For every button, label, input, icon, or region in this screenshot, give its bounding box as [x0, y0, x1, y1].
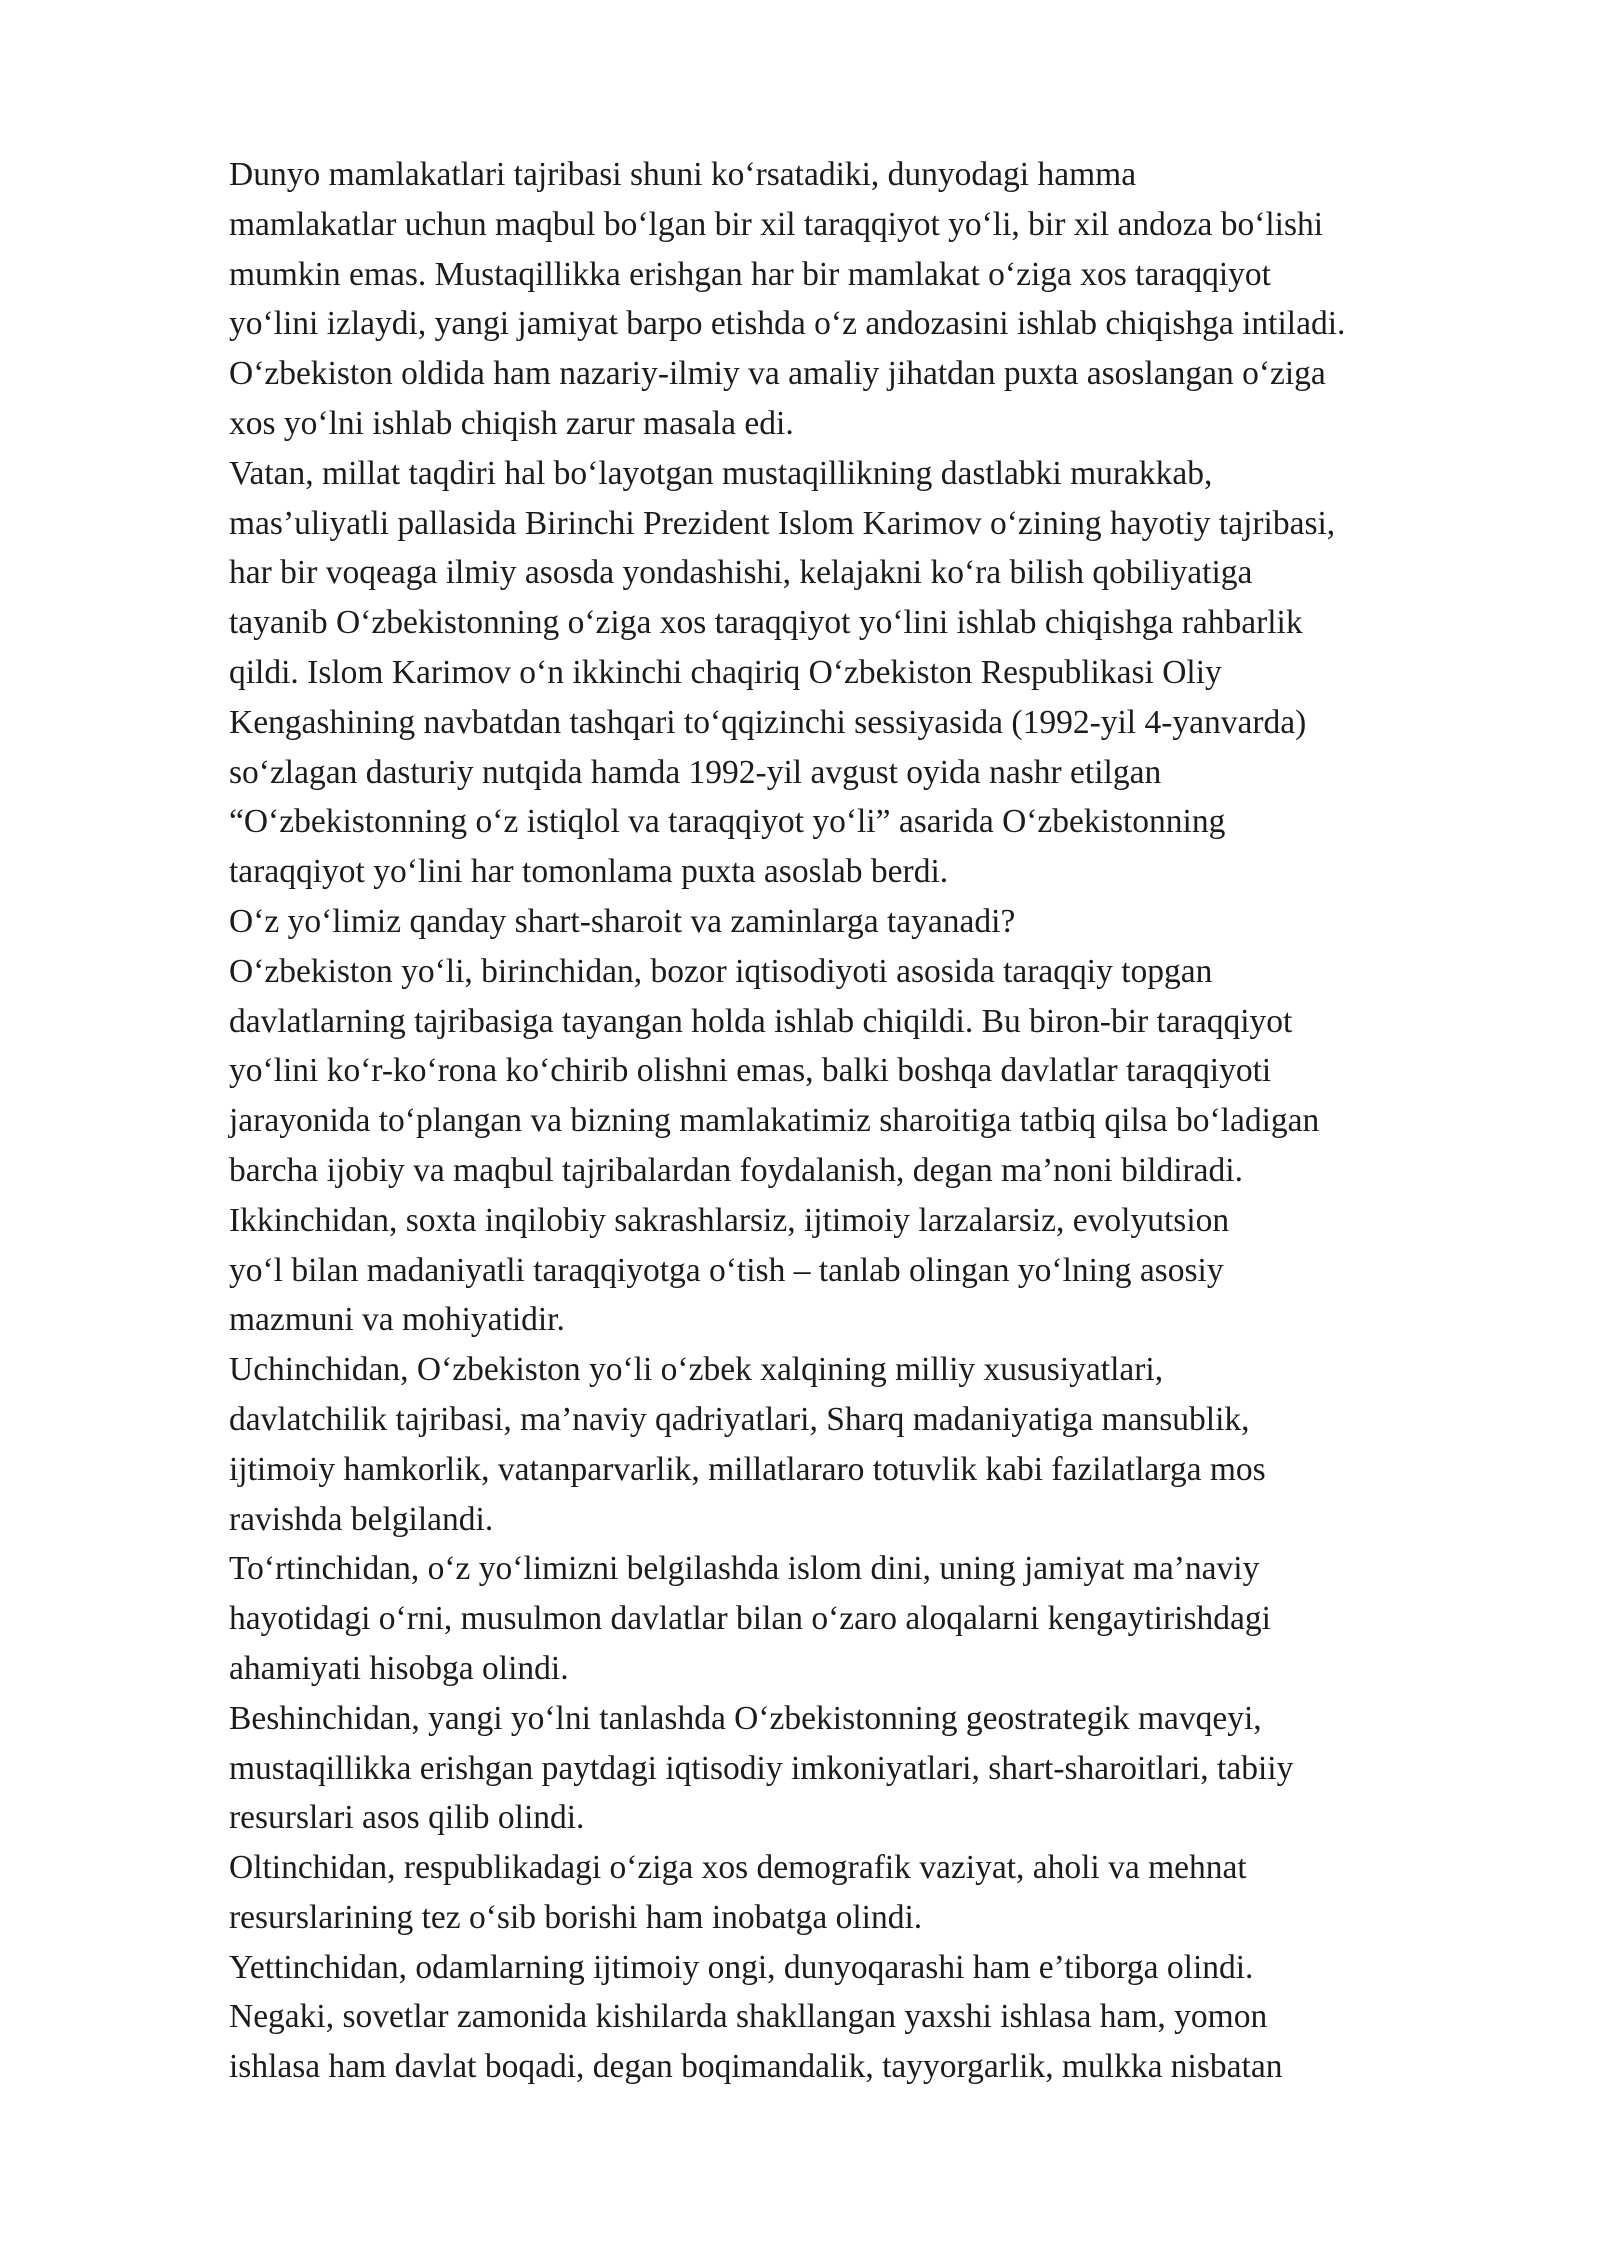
text-line: xos yo‘lni ishlab chiqish zarur masala edi.	[229, 404, 794, 442]
text-line: barcha ijobiy va maqbul tajribalardan foydalanish, degan ma’noni bildiradi.	[229, 1151, 1243, 1189]
text-line: ravishda belgilandi.	[229, 1500, 494, 1538]
body-text	[229, 150, 1529, 2092]
text-line: Ikkinchidan, soxta inqilobiy sakrashlarsiz, ijtimoiy larzalarsiz, evolyutsion	[229, 1201, 1230, 1239]
text-line: Uchinchidan, O‘zbekiston yo‘li o‘zbek xalqining milliy xususiyatlari,	[229, 1351, 1164, 1389]
text-line: davlatchilik tajribasi, ma’naviy qadriyatlari, Sharq madaniyatiga mansublik,	[229, 1400, 1250, 1438]
text-line: yo‘lini ko‘r-ko‘rona ko‘chirib olishni emas, balki boshqa davlatlar taraqqiyoti	[229, 1052, 1272, 1090]
text-line: ijtimoiy hamkorlik, vatanparvarlik, millatlararo totuvlik kabi fazilatlarga mos	[229, 1450, 1266, 1488]
text-line: taraqqiyot yo‘lini har tomonlama puxta asoslab berdi.	[229, 853, 949, 891]
text-line: resurslarining tez o‘sib borishi ham inobatga olindi.	[229, 1898, 923, 1936]
text-line: To‘rtinchidan, o‘z yo‘limizni belgilashda islom dini, uning jamiyat ma’naviy	[229, 1550, 1260, 1588]
text-line: so‘zlagan dasturiy nutqida hamda 1992-yil avgust oyida nashr etilgan	[229, 753, 1162, 791]
text-line: O‘z yo‘limiz qanday shart-sharoit va zaminlarga tayanadi?	[229, 902, 1016, 940]
text-line: “O‘zbekistonning o‘z istiqlol va taraqqiyot yo‘li” asarida O‘zbekistonning	[229, 803, 1226, 841]
text-line: Vatan, millat taqdiri hal bo‘layotgan mustaqillikning dastlabki murakkab,	[229, 454, 1213, 492]
text-line: mustaqillikka erishgan paytdagi iqtisodiy imkoniyatlari, shart-sharoitlari, tabiiy	[229, 1749, 1294, 1787]
text-line: mumkin emas. Mustaqillikka erishgan har bir mamlakat o‘ziga xos taraqqiyot	[229, 255, 1271, 293]
text-line: ahamiyati hisobga olindi.	[229, 1649, 569, 1687]
text-line: yo‘lini izlaydi, yangi jamiyat barpo etishda o‘z andozasini ishlab chiqishga intiladi.	[229, 305, 1346, 343]
text-line: mazmuni va mohiyatidir.	[229, 1301, 565, 1339]
text-line: yo‘l bilan madaniyatli taraqqiyotga o‘tish – tanlab olingan yo‘lning asosiy	[229, 1251, 1224, 1289]
text-line: O‘zbekiston yo‘li, birinchidan, bozor iqtisodiyoti asosida taraqqiy topgan	[229, 952, 1213, 990]
text-line: hayotidagi o‘rni, musulmon davlatlar bilan o‘zaro aloqalarni kengaytirishdagi	[229, 1600, 1271, 1638]
text-line: tayanib O‘zbekistonning o‘ziga xos taraqqiyot yo‘lini ishlab chiqishga rahbarlik	[229, 604, 1303, 642]
text-line: Oltinchidan, respublikadagi o‘ziga xos demografik vaziyat, aholi va mehnat	[229, 1849, 1247, 1887]
text-line: mamlakatlar uchun maqbul bo‘lgan bir xil taraqqiyot yo‘li, bir xil andoza bo‘lishi	[229, 205, 1324, 243]
text-line: jarayonida to‘plangan va bizning mamlakatimiz sharoitiga tatbiq qilsa bo‘ladigan	[229, 1102, 1320, 1140]
text-line: Kengashining navbatdan tashqari to‘qqizinchi sessiyasida (1992-yil 4-yanvarda)	[229, 703, 1307, 741]
text-line: Negaki, sovetlar zamonida kishilarda shakllangan yaxshi ishlasa ham, yomon	[229, 1998, 1268, 2036]
text-line: mas’uliyatli pallasida Birinchi Prezident Islom Karimov o‘zining hayotiy tajribasi,	[229, 504, 1336, 542]
text-line: har bir voqeaga ilmiy asosda yondashishi, kelajakni ko‘ra bilish qobiliyatiga	[229, 554, 1253, 592]
text-line: resurslari asos qilib olindi.	[229, 1799, 585, 1837]
text-line: ishlasa ham davlat boqadi, degan boqimandalik, tayyorgarlik, mulkka nisbatan	[229, 2048, 1283, 2086]
text-line: Dunyo mamlakatlari tajribasi shuni ko‘rsatadiki, dunyodagi hamma	[229, 156, 1137, 193]
text-line: qildi. Islom Karimov o‘n ikkinchi chaqiriq O‘zbekiston Respublikasi Oliy	[229, 653, 1222, 691]
text-line: Yettinchidan, odamlarning ijtimoiy ongi, dunyoqarashi ham e’tiborga olindi.	[229, 1948, 1254, 1986]
text-line: Beshinchidan, yangi yo‘lni tanlashda O‘zbekistonning geostrategik mavqeyi,	[229, 1699, 1262, 1737]
text-line: davlatlarning tajribasiga tayangan holda ishlab chiqildi. Bu biron-bir taraqqiyot	[229, 1002, 1293, 1040]
text-line: O‘zbekiston oldida ham nazariy-ilmiy va amaliy jihatdan puxta asoslangan o‘ziga	[229, 355, 1326, 393]
